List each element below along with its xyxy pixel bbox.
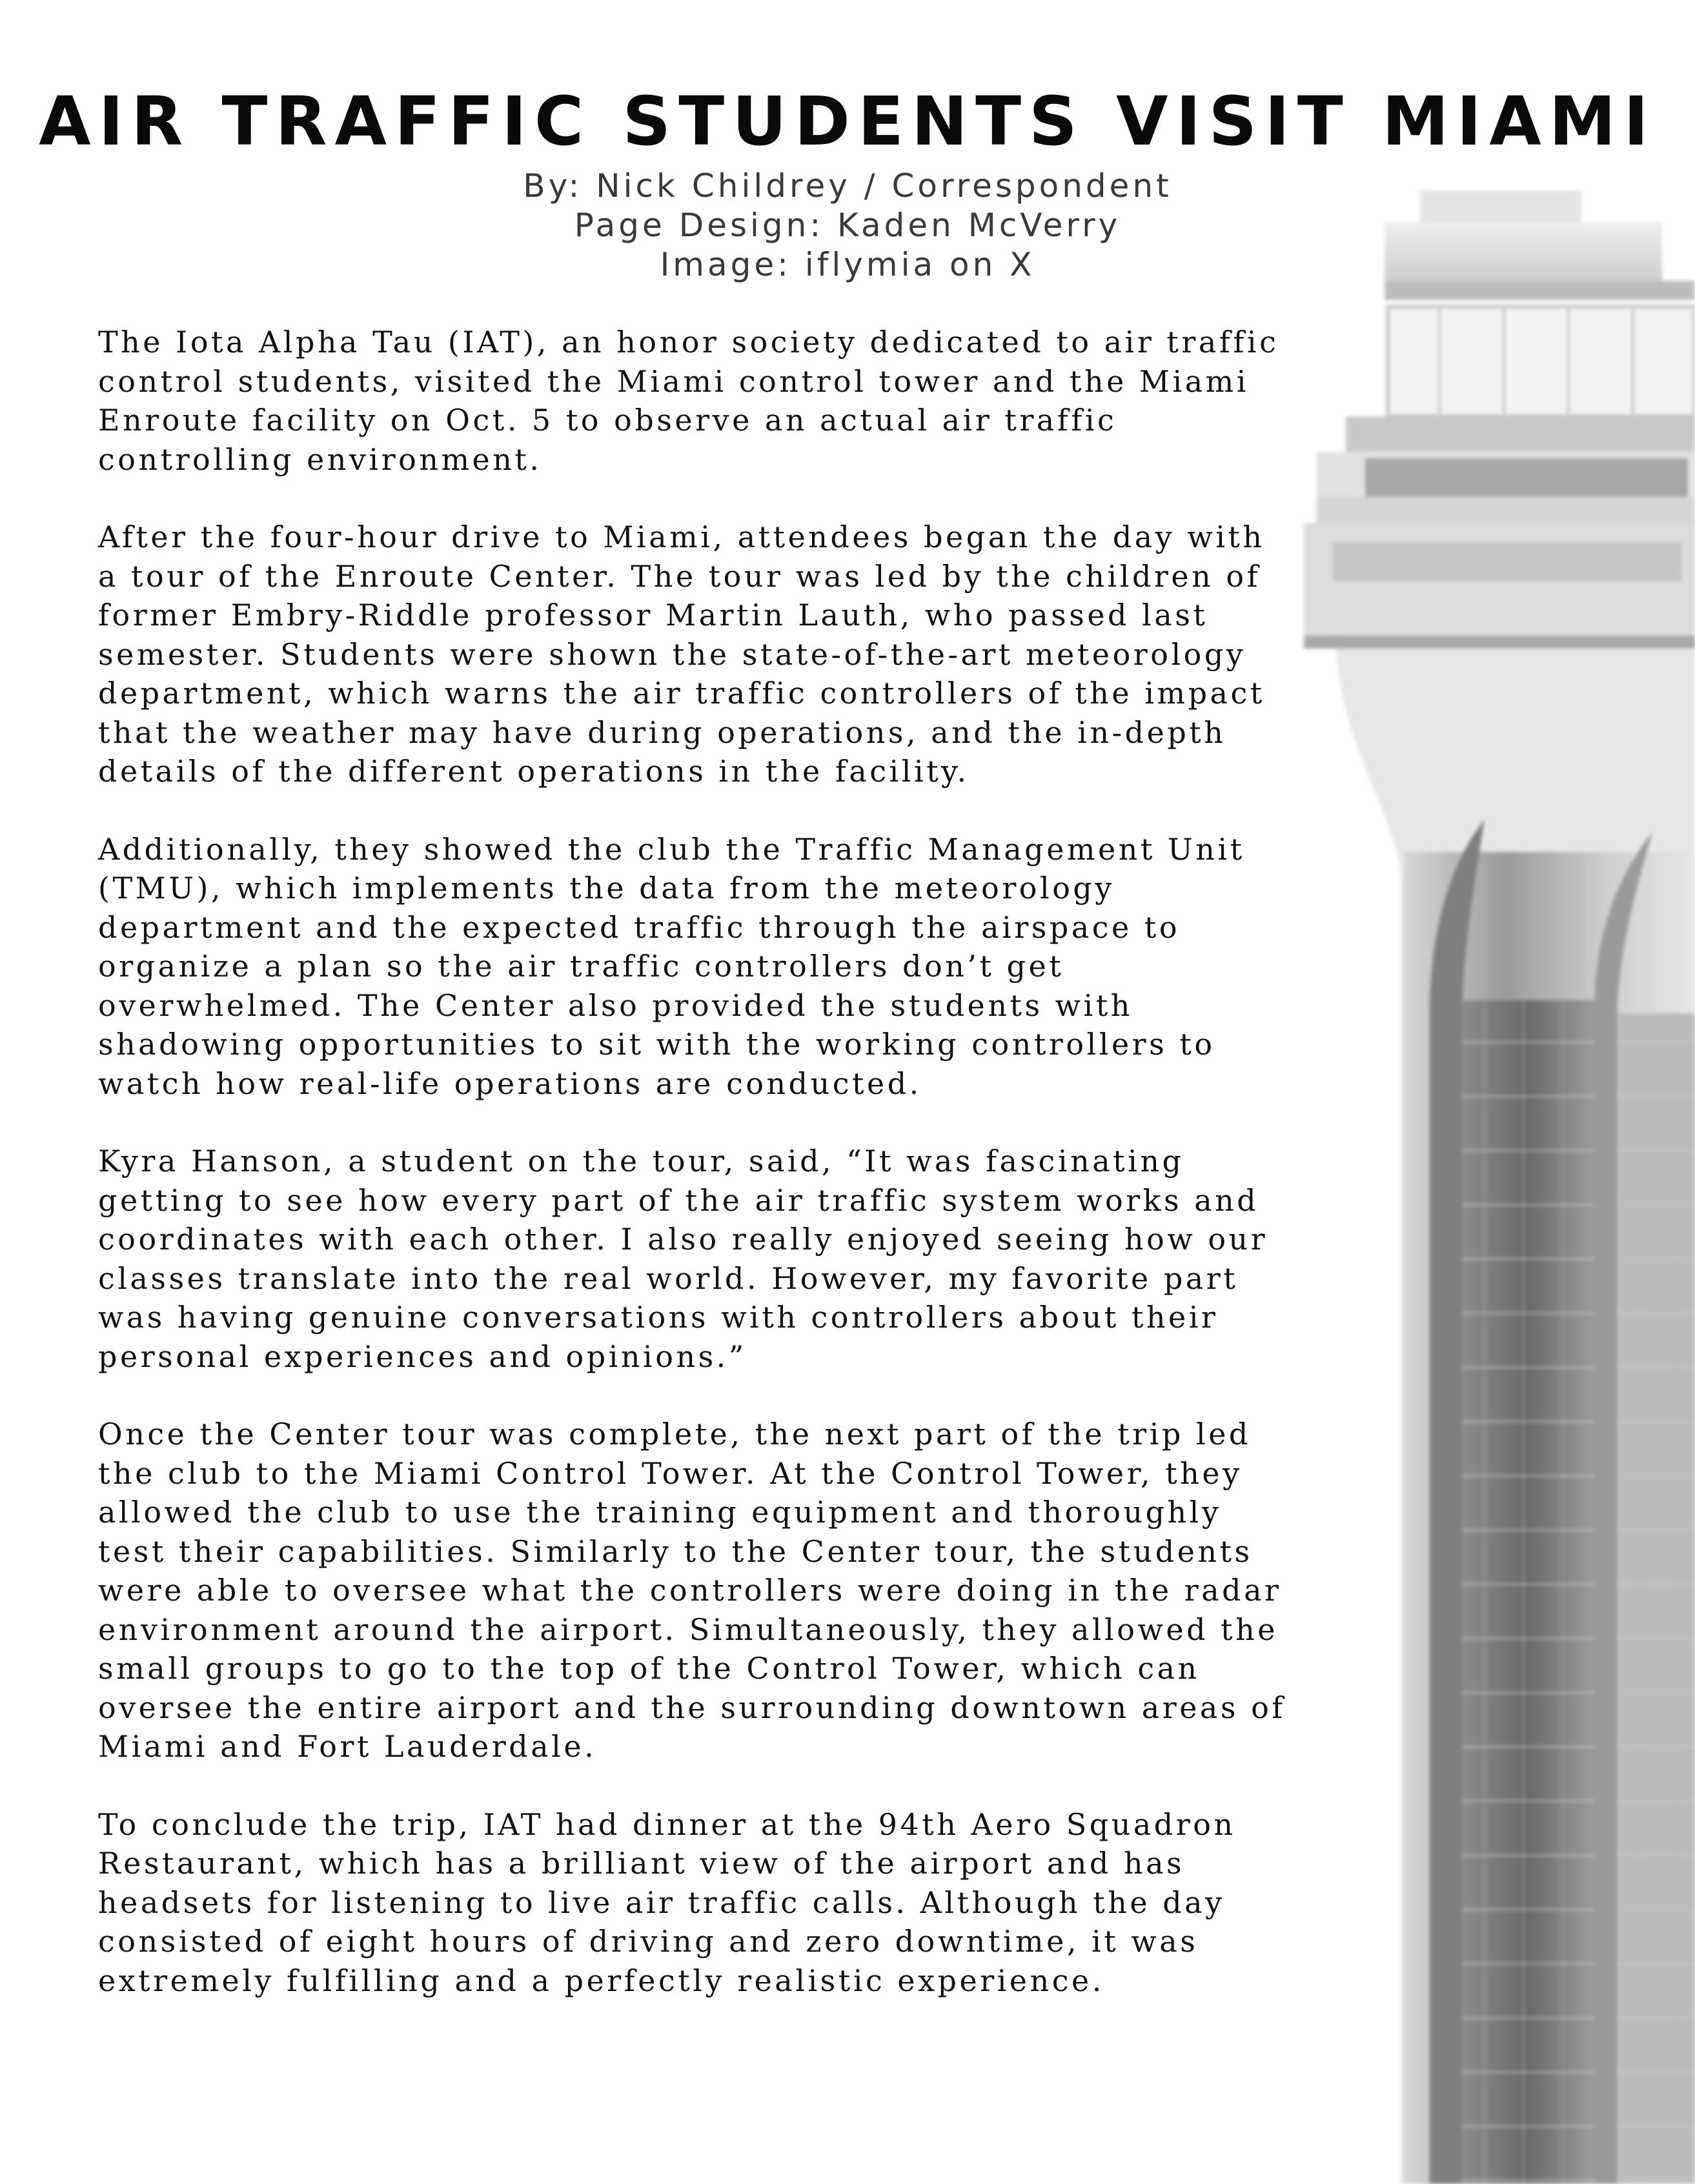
article-paragraph-1: The Iota Alpha Tau (IAT), an honor society dedicated to air traffic control students, visited the Miami control tower and the Miami Enroute facility on Oct. 5 to observe an actual air traffic controlling environment.	[98, 325, 1279, 477]
article-paragraph-3: Additionally, they showed the club the Traffic Management Unit (TMU), which implements the data from the meteorology department and the expected traffic through the airspace to organize a plan so the air traffic controllers don’t get overwhelmed. The Center also provided the students with shadowing opportunities to sit with the working controllers to watch how real-life operations are conducted.	[98, 831, 1245, 1101]
article-paragraph-5: Once the Center tour was complete, the next part of the trip led the club to the Miami Control Tower. At the Control Tower, they allowed the club to use the training equipment and thoroughly test their capabilities. Similarly to the Center tour, the students were able to oversee what the controllers were doing in the radar environment around the airport. Simultaneously, they allowed the small groups to go to the top of the Control Tower, which can oversee the entire airport and the surrounding downtown areas of Miami and Fort Lauderdale.	[98, 1417, 1286, 1764]
control-tower-image	[1291, 174, 1695, 2184]
article-paragraph-6: To conclude the trip, IAT had dinner at the 94th Aero Squadron Restaurant, which has a brilliant view of the airport and has headsets for listening to live air traffic calls. Although the day consisted of eight hours of driving and zero downtime, it was extremely fulfilling and a perfectly realistic experience.	[98, 1806, 1236, 1998]
page-design-credit: Page Design: Kaden McVerry	[574, 207, 1121, 244]
byline: By: Nick Childrey / Correspondent	[523, 167, 1172, 205]
page-title: AIR TRAFFIC STUDENTS VISIT MIAMI	[39, 82, 1656, 161]
article-paragraph-2: After the four-hour drive to Miami, attendees began the day with a tour of the Enroute Center. The tour was led by the children of former Embry-Riddle professor Martin Lauth, who passed last semester. Students were shown the state-of-the-art meteorology department, which warns the air traffic controllers of the impact that the weather may have during operations, and the in-depth details of the different operations in the facility.	[98, 520, 1265, 789]
image-credit: Image: iflymia on X	[660, 246, 1035, 283]
article-paragraph-4: Kyra Hanson, a student on the tour, said, “It was fascinating getting to see how every part of the air traffic system works and coordinates with each other. I also really enjoyed seeing how our classes translate into the real world. However, my favorite part was having genuine conversations with controllers about their personal experiences and opinions.”	[98, 1144, 1268, 1374]
tower-cab	[1304, 190, 1695, 649]
article-body	[98, 323, 1286, 2039]
